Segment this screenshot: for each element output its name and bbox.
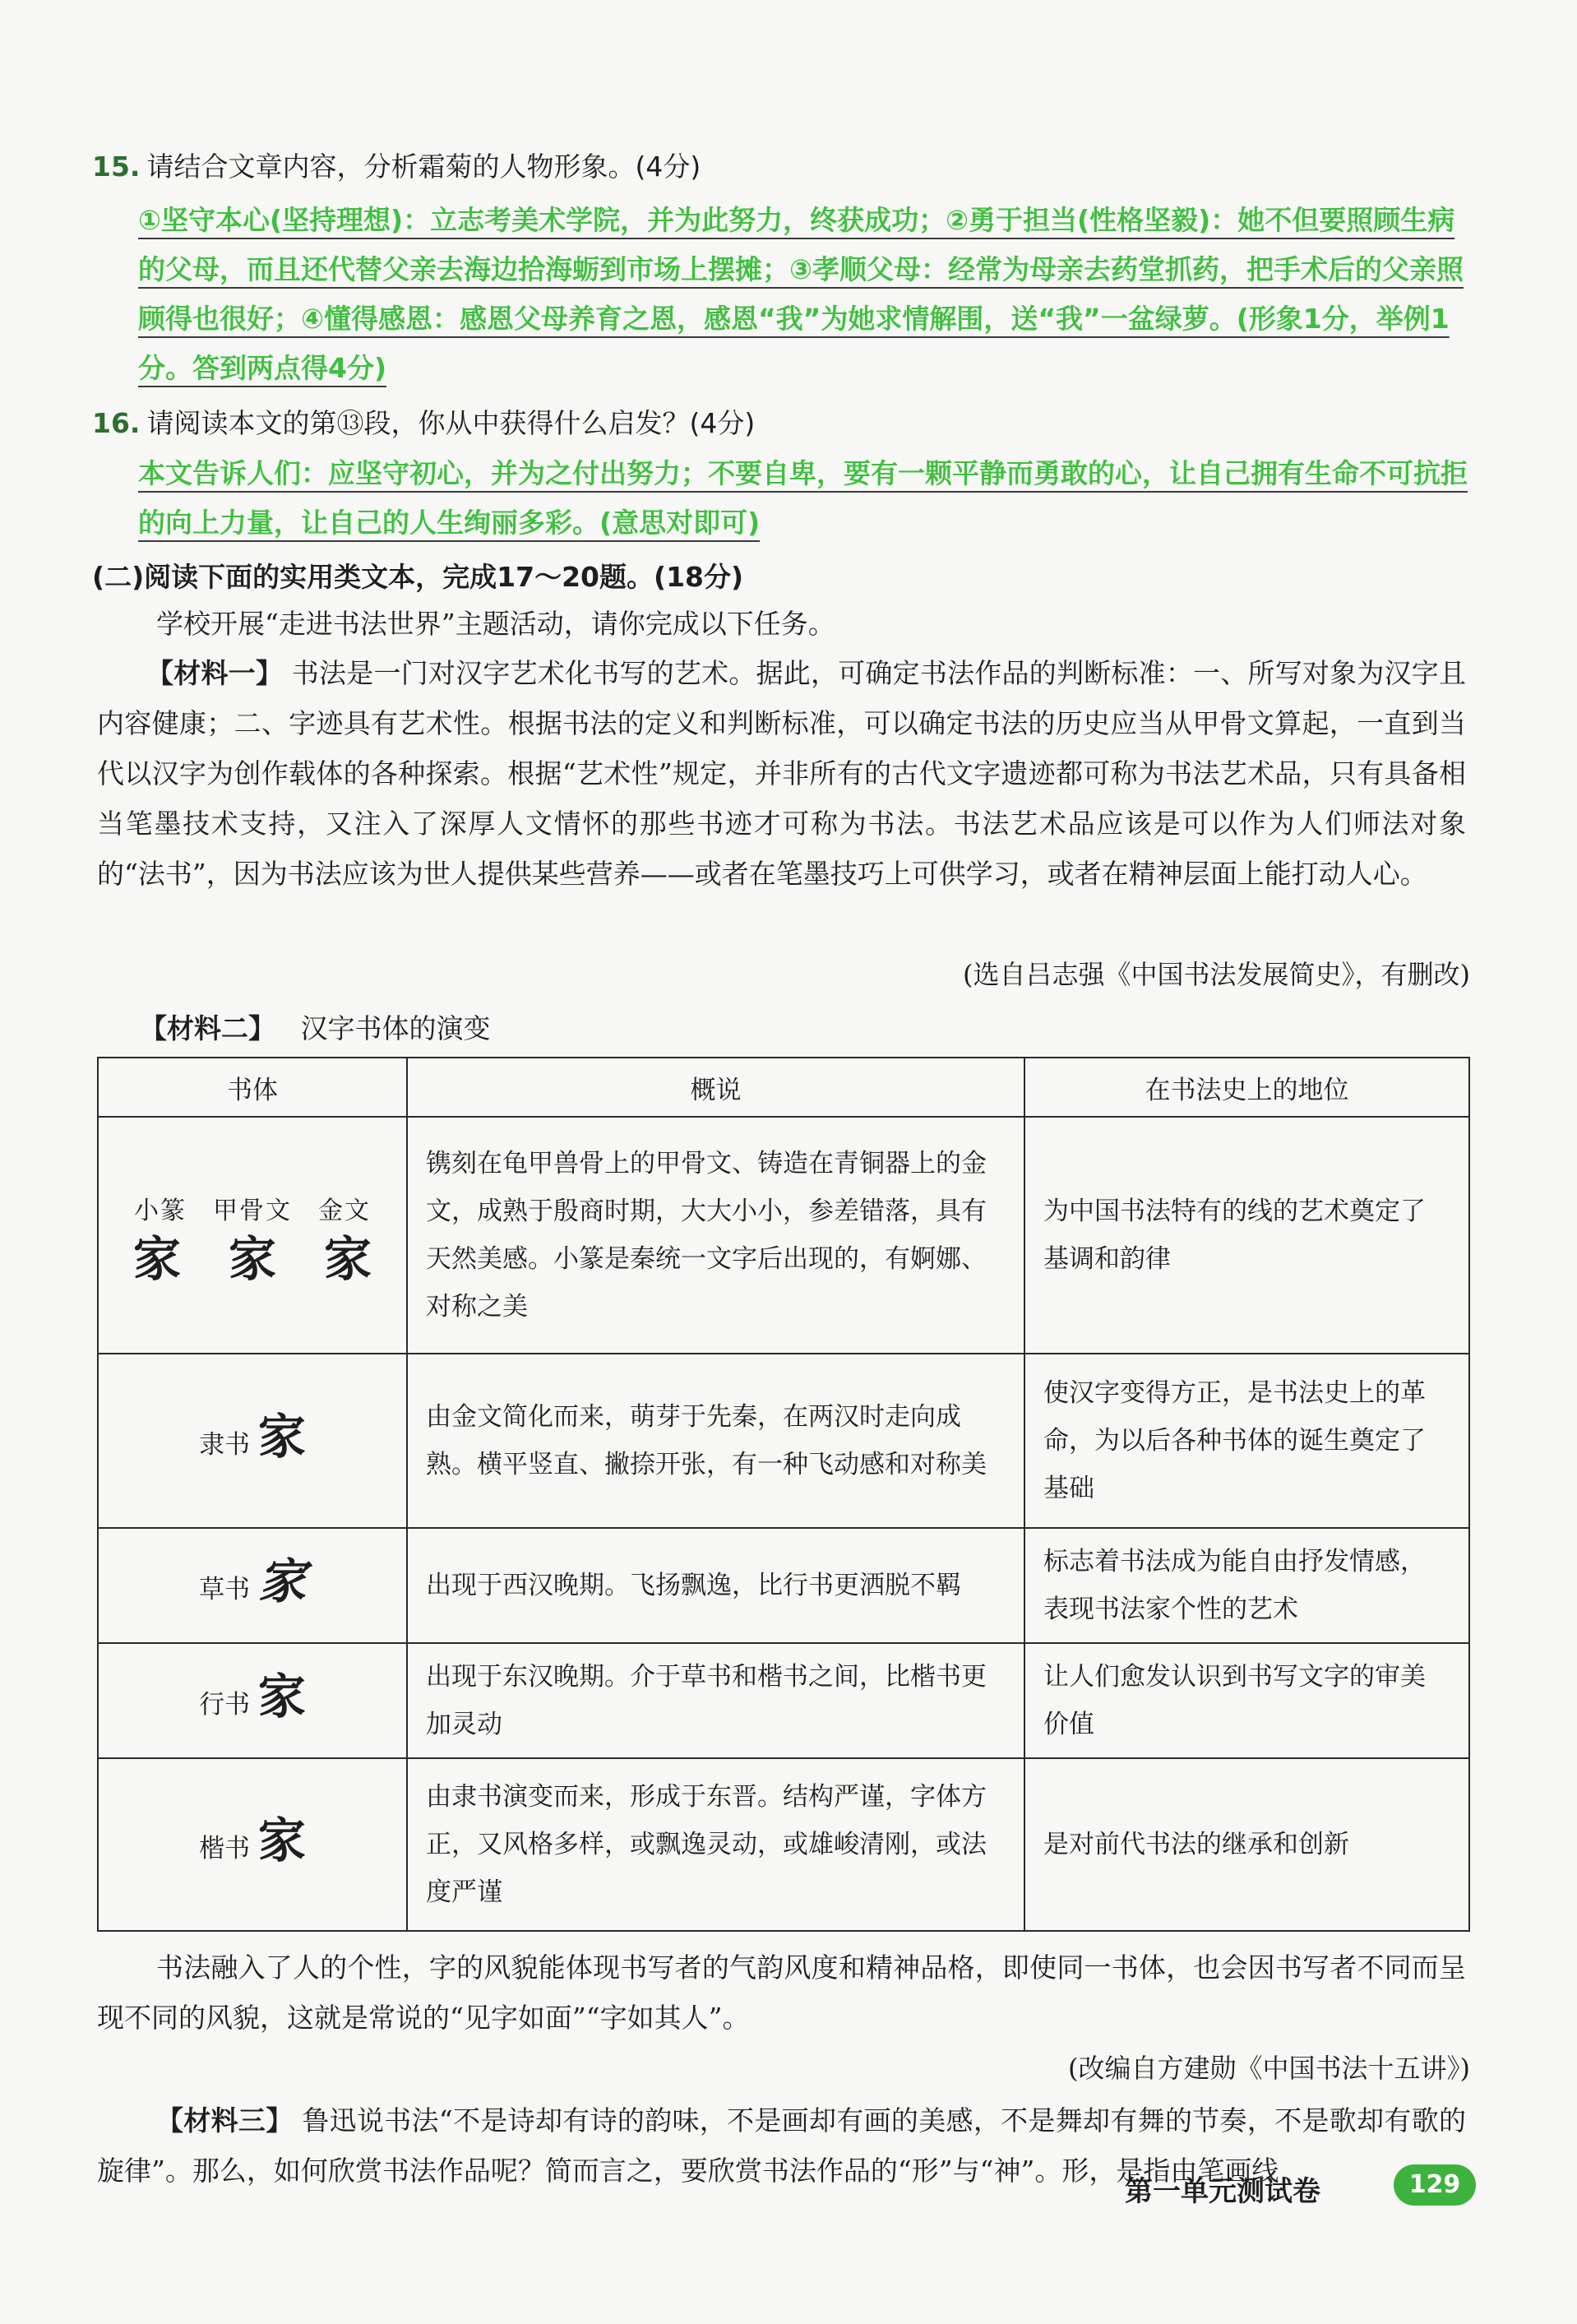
- material-2-title: 汉字书体的演变: [300, 1012, 491, 1044]
- table-row: [98, 1528, 1469, 1643]
- table-row: [98, 1117, 1469, 1354]
- answer-text: ①坚守本心(坚持理想)：立志考美术学院，并为此努力，终获成功；②勇于担当(性格坚毅)：她不但要照顾生病的父母，而且还代替父亲去海边拾海蛎到市场上摆摊；③孝顺父母：经常为母亲去药堂抓药，把手术后的父亲照顾得也很好；④懂得感恩：感恩父母养育之恩，感恩“我”为她求情解围，送“我”一盆绿萝。(形象1分，举例1分。答到两点得4分): [138, 204, 1464, 384]
- material-1-source: (选自吕志强《中国书法发展简史》，有删改): [963, 959, 1470, 990]
- status-cell: 为中国书法特有的线的艺术奠定了基调和韵律: [1024, 1117, 1469, 1354]
- script-cell: [98, 1528, 407, 1643]
- table-row: [98, 1354, 1469, 1528]
- script-glyph: 家: [257, 1553, 306, 1609]
- table-row: [98, 1758, 1469, 1931]
- question-number: 16.: [92, 407, 141, 439]
- material-3-label: 【材料三】: [156, 2104, 294, 2137]
- overview-cell: 出现于东汉晚期。介于草书和楷书之间，比楷书更加灵动: [407, 1643, 1024, 1758]
- script-name: 楷书: [199, 1834, 251, 1863]
- overview-cell: 镌刻在龟甲兽骨上的甲骨文、铸造在青铜器上的金文，成熟于殷商时期，大大小小，参差错落，具有天然美感。小篆是秦统一文字后出现的，有婀娜、对称之美: [407, 1117, 1024, 1354]
- script-name: 草书: [199, 1575, 251, 1604]
- script-evolution-table: [97, 1057, 1470, 1932]
- script-glyph: 家: [257, 1409, 306, 1465]
- question-text: 请结合文章内容，分析霜菊的人物形象。(4分): [146, 150, 701, 183]
- material-2-heading: [140, 1003, 1509, 1053]
- script-name: 隶书: [199, 1430, 251, 1460]
- overview-cell: 由金文简化而来，萌芽于先秦，在两汉时走向成熟。横平竖直、撇捺开张，有一种飞动感和对称美: [407, 1354, 1024, 1528]
- answer-15: [138, 196, 1470, 393]
- question-16: [92, 406, 755, 441]
- status-cell: 让人们愈发认识到书写文字的审美价值: [1024, 1643, 1469, 1758]
- section-intro: 学校开展“走进书法世界”主题活动，请你完成以下任务。: [156, 608, 835, 640]
- script-name: 小篆 甲骨文 金文: [134, 1197, 371, 1225]
- material-2-source: (改编自方建勋《中国书法十五讲》): [1068, 2053, 1470, 2084]
- material-3-text: 鲁迅说书法“不是诗却有诗的韵味，不是画却有画的美感，不是舞却有舞的节奏，不是歌却有歌的旋律”。那么，如何欣赏书法作品呢？简而言之，要欣赏书法作品的“形”与“神”。形，是指由笔画线: [97, 2104, 1466, 2187]
- script-cell: [98, 1758, 407, 1931]
- script-glyph: 家: [257, 1812, 306, 1868]
- script-glyph: 家: [257, 1669, 306, 1724]
- section-heading: (二)阅读下面的实用类文本，完成17～20题。(18分): [92, 561, 744, 593]
- page-number-badge: 129: [1394, 2164, 1476, 2206]
- footer-title: 第一单元测试卷: [1125, 2175, 1320, 2208]
- material-2-after-text: 书法融入了人的个性，字的风貌能体现书写者的气韵风度和精神品格，即使同一书体，也会因书写者不同而呈现不同的风貌，这就是常说的“见字如面”“字如其人”。: [97, 1951, 1466, 2034]
- overview-cell: 由隶书演变而来，形成于东晋。结构严谨，字体方正，又风格多样，或飘逸灵动，或雄峻清刚，或法度严谨: [407, 1758, 1024, 1931]
- table-row: [98, 1643, 1469, 1758]
- table-header: 在书法史上的地位: [1024, 1058, 1469, 1117]
- status-cell: 是对前代书法的继承和创新: [1024, 1758, 1469, 1931]
- question-15: [92, 150, 701, 184]
- overview-cell: 出现于西汉晚期。飞扬飘逸，比行书更洒脱不羁: [407, 1528, 1024, 1643]
- status-cell: 标志着书法成为能自由抒发情感，表现书法家个性的艺术: [1024, 1528, 1469, 1643]
- material-1-text: 书法是一门对汉字艺术化书写的艺术。据此，可确定书法作品的判断标准：一、所写对象为汉字且内容健康；二、字迹具有艺术性。根据书法的定义和判断标准，可以确定书法的历史应当从甲骨文算起，一直到当代以汉字为创作载体的各种探索。根据“艺术性”规定，并非所有的古代文字遗迹都可称为书法艺术品，只有具备相当笔墨技术支持，又注入了深厚人文情怀的那些书迹才可称为书法。书法艺术品应该是可以作为人们师法对象的“法书”，因为书法应该为世人提供某些营养——或者在笔墨技巧上可供学习，或者在精神层面上能打动人心。: [97, 657, 1466, 890]
- question-number: 15.: [92, 150, 141, 183]
- material-1-label: 【材料一】: [146, 657, 284, 689]
- table-header: 概说: [407, 1058, 1024, 1117]
- script-name: 行书: [199, 1690, 251, 1720]
- script-cell: [98, 1643, 407, 1758]
- question-text: 请阅读本文的第⑬段，你从中获得什么启发？(4分): [146, 407, 756, 439]
- status-cell: 使汉字变得方正，是书法史上的革命，为以后各种书体的诞生奠定了基础: [1024, 1354, 1469, 1528]
- material-2-label: 【材料二】: [140, 1012, 275, 1044]
- script-glyph: 家 家 家: [132, 1231, 372, 1287]
- answer-text: 本文告诉人们：应坚守初心，并为之付出努力；不要自卑，要有一颗平静而勇敢的心，让自己拥有生命不可抗拒的向上力量，让自己的人生绚丽多彩。(意思对即可): [138, 457, 1468, 539]
- script-cell: [98, 1354, 407, 1528]
- table-header-row: [98, 1058, 1469, 1117]
- answer-16: [138, 449, 1470, 548]
- material-1: [97, 648, 1466, 899]
- script-cell: [98, 1117, 407, 1354]
- table-header: 书体: [98, 1058, 407, 1117]
